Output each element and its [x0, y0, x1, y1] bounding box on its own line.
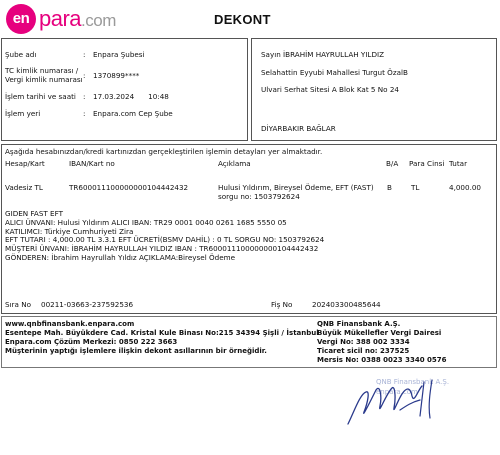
row-amount: 4,000.00 — [449, 183, 482, 192]
detail-line: ALICI ÜNVANI: Hulusi Yıldırım ALICI IBAN: TR29 0001 0040 0261 1685 5550 05 — [5, 217, 287, 227]
logo-suffix: .com — [81, 10, 116, 30]
header-ba: B/A — [386, 159, 399, 168]
transaction-details — [5, 210, 324, 263]
recipient-name: Sayın İBRAHİM HAYRULLAH YILDIZ — [261, 50, 385, 59]
sira-value: 00211-03663-237592536 — [41, 300, 134, 309]
recipient-box — [251, 38, 497, 141]
logo-wordmark — [39, 6, 116, 32]
detail-line: GÖNDEREN: İbrahim Hayrullah Yıldız AÇIKLAMA:Bireysel Ödeme — [5, 252, 236, 262]
date-value: 17.03.2024 — [93, 92, 135, 101]
datetime-label: İşlem tarihi ve saati — [5, 92, 76, 101]
footer-box — [1, 316, 497, 368]
row-iban: TR600011100000000104442432 — [69, 183, 189, 192]
sira-label: Sıra No — [5, 300, 31, 309]
row-ba: B — [387, 183, 392, 192]
trade-registry: Ticaret sicil no: 237525 — [317, 347, 410, 355]
footer-website: www.qnbfinansbank.enpara.com — [5, 320, 135, 328]
branch-value: Enpara Şubesi — [93, 50, 145, 59]
transaction-box — [1, 144, 497, 314]
location-row — [5, 110, 173, 119]
fis-label: Fiş No — [271, 300, 293, 309]
document-title: DEKONT — [214, 12, 271, 27]
footer-note: Müşterinin yaptığı işlemlere ilişkin dekont asıllarının bir örneğidir. — [5, 347, 267, 355]
recipient-address-2: Ulvari Serhat Sitesi A Blok Kat 5 No 24 — [261, 85, 399, 94]
stamp-text-2: enpara.com — [376, 388, 418, 396]
header-currency: Para Cinsi — [409, 159, 445, 168]
datetime-row — [5, 93, 169, 102]
branch-label: Şube adı — [5, 50, 37, 59]
header-iban: IBAN/Kart no — [69, 159, 115, 168]
tax-office: Büyük Mükellefler Vergi Dairesi — [317, 329, 442, 337]
branch-row — [5, 51, 145, 60]
branch-sep: : — [83, 50, 86, 59]
footer-address: Esentepe Mah. Büyükdere Cad. Kristal Kule Binası No:215 34394 Şişli / İstanbul — [5, 329, 319, 337]
tax-id-label — [5, 67, 83, 84]
detail-line: EFT TUTARI : 4,000.00 TL 3.3.1 EFT ÜCRETİ(BSMV DAHİL) : 0 TL SORGU NO: 1503792624 — [5, 235, 325, 245]
time-value: 10:48 — [148, 92, 169, 101]
stamp-signature — [340, 372, 460, 432]
row-description-1: Hulusi Yıldırım, Bireysel Ödeme, EFT (FAST) — [218, 183, 374, 192]
location-label: İşlem yeri — [5, 109, 41, 118]
detail-line: GIDEN FAST EFT — [5, 209, 63, 218]
detail-line: KATILIMCI: Türkiye Cumhuriyeti Zira — [5, 226, 134, 236]
enpara-logo — [6, 4, 116, 34]
row-description-2: sorgu no: 1503792624 — [218, 192, 300, 201]
transaction-intro: Aşağıda hesabınızdan/kredi kartınızdan gerçekleştirilen işlemin detayları yer almaktadır. — [5, 147, 323, 156]
mersis-number: Mersis No: 0388 0023 3340 0576 — [317, 356, 447, 364]
tax-id-row — [5, 67, 139, 84]
location-value: Enpara.com Cep Şube — [93, 109, 173, 118]
fis-value: 202403300485644 — [312, 300, 381, 309]
logo-badge: en — [6, 4, 36, 34]
datetime-sep: : — [83, 92, 86, 101]
tax-id-label-line2: Vergi kimlik numarası — [5, 74, 83, 84]
logo-name: para — [39, 5, 82, 31]
tax-id-sep: : — [83, 71, 86, 80]
tax-id-label-line1: TC kimlik numarası / — [5, 66, 79, 75]
stamp-text-1: QNB Finansbank A.Ş. — [376, 378, 450, 386]
account-info-box — [1, 38, 248, 141]
bank-name: QNB Finansbank A.Ş. — [317, 320, 401, 328]
row-account: Vadesiz TL — [5, 183, 43, 192]
location-sep: : — [83, 109, 86, 118]
tax-number: Vergi No: 388 002 3334 — [317, 338, 410, 346]
header-description: Açıklama — [218, 159, 251, 168]
tax-id-value: 1370899**** — [93, 71, 140, 80]
row-currency: TL — [411, 183, 420, 192]
header-amount: Tutar — [449, 159, 468, 168]
recipient-address-1: Selahattin Eyyubi Mahallesi Turgut ÖzalB — [261, 68, 408, 77]
header-account: Hesap/Kart — [5, 159, 45, 168]
detail-line: MÜŞTERİ ÜNVANI: İBRAHİM HAYRULLAH YILDIZ IBAN : TR600011100000000104442432 — [5, 244, 319, 254]
recipient-city: DİYARBAKIR BAĞLAR — [261, 124, 336, 133]
footer-support: Enpara.com Çözüm Merkezi: 0850 222 3663 — [5, 338, 178, 346]
